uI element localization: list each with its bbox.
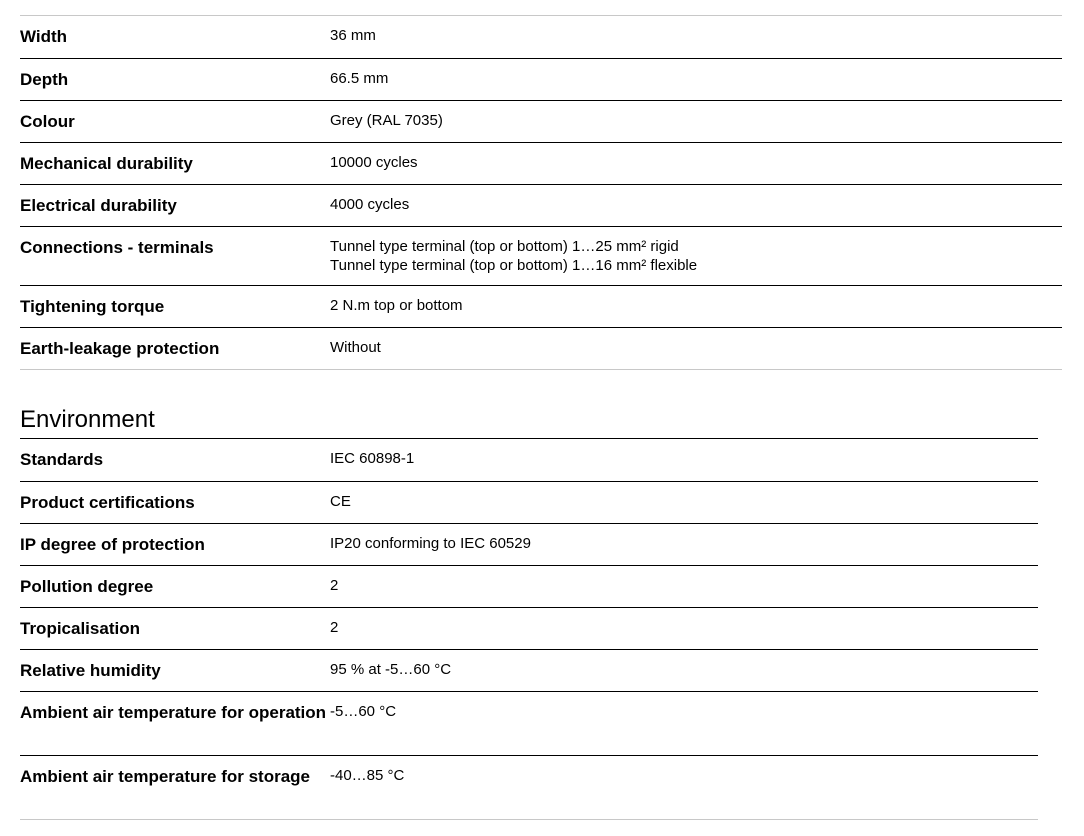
spec-value: 2 — [330, 618, 339, 636]
table-row — [20, 565, 1038, 607]
table-row — [20, 755, 1038, 819]
spec-label: Colour — [20, 111, 75, 131]
table-row — [20, 285, 1062, 327]
table-row — [20, 100, 1062, 142]
table-row — [20, 649, 1038, 691]
table-row — [20, 481, 1038, 523]
spec-label: IP degree of protection — [20, 534, 205, 554]
table-row — [20, 226, 1062, 285]
spec-label: Electrical durability — [20, 195, 177, 215]
table-row — [20, 607, 1038, 649]
spec-value: 95 % at -5…60 °C — [330, 660, 452, 678]
spec-value: CE — [330, 492, 351, 510]
spec-label: Ambient air temperature for storage — [20, 766, 311, 786]
spec-label: Depth — [20, 69, 69, 89]
table-row — [20, 184, 1062, 226]
spec-label: Width — [20, 27, 68, 46]
environment-spec-table — [20, 438, 1038, 820]
spec-label: Earth-leakage protection — [20, 338, 220, 358]
spec-label: Connections - terminals — [20, 237, 214, 257]
spec-value: 2 N.m top or bottom — [330, 296, 463, 314]
spec-label: Standards — [20, 450, 104, 469]
spec-label: Ambient air temperature for operation — [20, 702, 327, 722]
spec-value: 10000 cycles — [330, 153, 418, 171]
spec-value: 2 — [330, 576, 339, 594]
spec-value: 66.5 mm — [330, 69, 389, 87]
table-row — [20, 523, 1038, 565]
section-title: Environment — [20, 406, 155, 433]
spec-value: IEC 60898-1 — [330, 450, 415, 467]
spec-value: IP20 conforming to IEC 60529 — [330, 534, 531, 552]
table-row — [20, 58, 1062, 100]
spec-value: 36 mm — [330, 27, 376, 44]
spec-value: -5…60 °C — [330, 702, 397, 720]
spec-label: Tropicalisation — [20, 618, 140, 638]
spec-label: Mechanical durability — [20, 153, 193, 173]
spec-value: Without — [330, 338, 381, 356]
spec-value: 4000 cycles — [330, 195, 410, 213]
spec-label: Relative humidity — [20, 660, 161, 680]
spec-label: Pollution degree — [20, 576, 154, 596]
table-row — [20, 327, 1062, 369]
spec-label: Tightening torque — [20, 296, 165, 316]
table-row — [20, 439, 1038, 481]
table-row — [20, 691, 1038, 755]
spec-value: -40…85 °C — [330, 766, 405, 784]
spec-value: Grey (RAL 7035) — [330, 111, 443, 129]
table-row — [20, 16, 1062, 58]
spec-label: Product certifications — [20, 492, 195, 512]
general-spec-table — [20, 15, 1062, 370]
spec-value: Tunnel type terminal (top or bottom) 1…25 mm² rigid Tunnel type terminal (top or bottom) 1…16 mm² flexible — [330, 237, 698, 274]
table-row — [20, 142, 1062, 184]
